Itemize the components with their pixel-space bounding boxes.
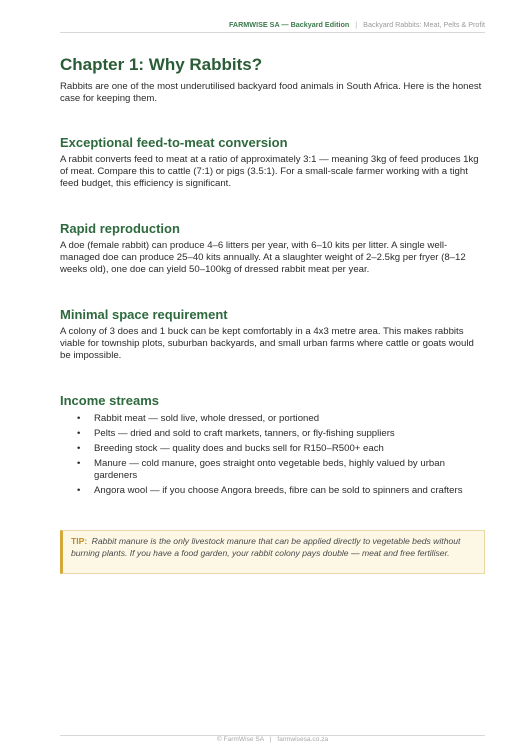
section-heading-space: Minimal space requirement — [60, 307, 228, 322]
list-item — [60, 428, 485, 440]
tip-label: TIP: — [71, 536, 88, 546]
section-heading-reproduction: Rapid reproduction — [60, 221, 180, 236]
chapter-title: Chapter 1: Why Rabbits? — [60, 55, 263, 74]
list-item-text: Breeding stock — quality does and bucks sell for R150–R500+ each — [94, 443, 384, 454]
tip-callout — [60, 530, 485, 574]
bullet-icon: • — [77, 443, 81, 454]
section-body-feed-conversion: A rabbit converts feed to meat at a ratio of approximately 3:1 — meaning 3kg of feed produces 1kg of meat. Compare this to cattle (7:1) or pigs (3.5:1). For a small-scale farmer working with a tight feed budget, this efficiency is significant. — [60, 154, 479, 189]
list-item-text: Angora wool — if you choose Angora breeds, fibre can be sold to spinners and crafters — [94, 485, 463, 496]
header-brand: FARMWISE SA — Backyard Edition — [228, 20, 350, 29]
footer-website: farmwisesa.co.za — [277, 736, 329, 743]
document-page — [60, 0, 485, 742]
footer-copyright: © FarmWise SA — [216, 736, 264, 743]
list-item — [60, 458, 485, 482]
section-body-reproduction: A doe (female rabbit) can produce 4–6 litters per year, with 6–10 kits per litter. A single well-managed doe can produce 25–40 kits annually. At a slaughter weight of 2–2.5kg per fryer (8–12 weeks old), one doe can yield 50–100kg of dressed rabbit meat per year. — [60, 240, 466, 275]
running-header — [60, 20, 485, 33]
bullet-icon: • — [77, 458, 81, 469]
list-item — [60, 485, 485, 497]
list-item — [60, 413, 485, 425]
header-book-title: Backyard Rabbits: Meat, Pelts & Profit — [363, 20, 485, 29]
list-item-text: Rabbit meat — sold live, whole dressed, or portioned — [94, 413, 320, 424]
bullet-icon: • — [77, 428, 81, 439]
footer-separator: | — [269, 736, 272, 743]
section-heading-feed-conversion: Exceptional feed-to-meat conversion — [60, 135, 288, 150]
list-item-text: Manure — cold manure, goes straight onto vegetable beds, highly valued by urban gardeners — [94, 458, 445, 481]
bullet-icon: • — [77, 413, 81, 424]
tip-text: Rabbit manure is the only livestock manure that can be applied directly to vegetable beds without burning plants. If you have a food garden, your rabbit colony pays double — meat and free fertiliser. — [71, 536, 461, 558]
section-heading-income: Income streams — [60, 393, 159, 408]
bullet-icon: • — [77, 485, 81, 496]
list-item-text: Pelts — dried and sold to craft markets, tanners, or fly-fishing suppliers — [94, 428, 395, 439]
section-body-space: A colony of 3 does and 1 buck can be kept comfortably in a 4x3 metre area. This makes rabbits viable for township plots, suburban backyards, and small urban farms where cattle or goats would be impossible. — [60, 326, 474, 361]
header-separator: | — [355, 20, 358, 29]
income-streams-list — [60, 413, 485, 500]
list-item — [60, 443, 485, 455]
chapter-intro: Rabbits are one of the most underutilised backyard food animals in South Africa. Here is the honest case for keeping them. — [60, 81, 482, 104]
